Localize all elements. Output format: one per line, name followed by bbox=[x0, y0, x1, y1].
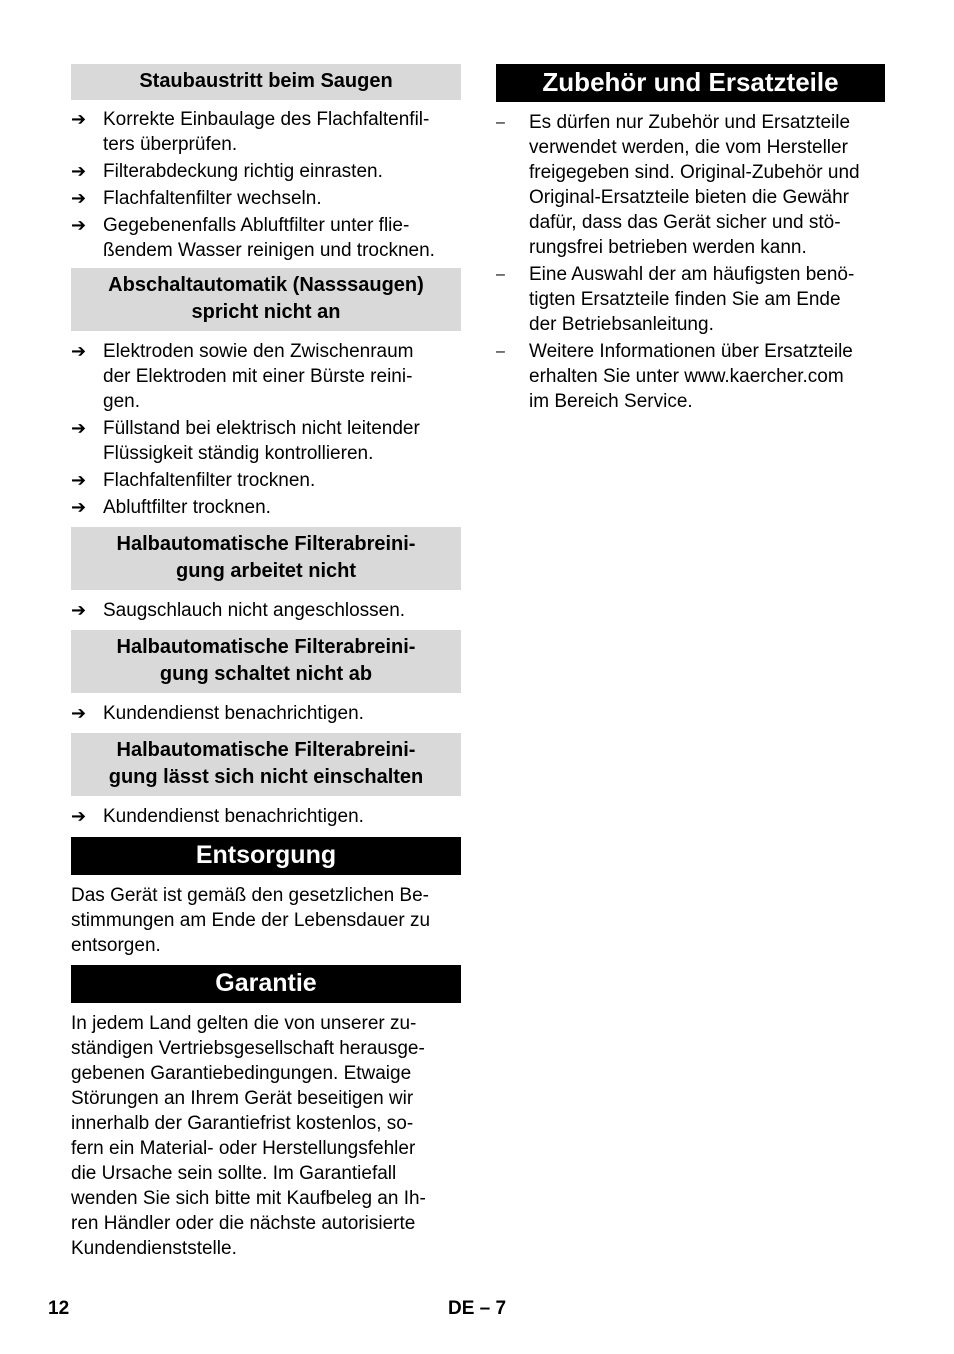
list-item: ➔ Flachfaltenfilter trocknen. bbox=[71, 470, 316, 491]
dash-icon: – bbox=[496, 266, 505, 283]
arrow-icon: ➔ bbox=[71, 497, 87, 517]
list-abschaltautomatik bbox=[71, 339, 461, 520]
heading-zubehoer-ersatzteile: Zubehör und Ersatzteile bbox=[496, 64, 885, 102]
list-item: – Weitere Informationen über Ersatzteile erhalten Sie unter www.kaercher.com im Bereich Service. bbox=[496, 341, 853, 412]
arrow-icon: ➔ bbox=[71, 109, 87, 129]
right-column bbox=[496, 64, 885, 416]
list-staubaustritt bbox=[71, 107, 461, 263]
heading-staubaustritt: Staubaustritt beim Saugen bbox=[71, 64, 461, 100]
section-page-number: DE – 7 bbox=[448, 1298, 507, 1319]
arrow-icon: ➔ bbox=[71, 470, 87, 490]
arrow-icon: ➔ bbox=[71, 215, 87, 235]
heading-abschaltautomatik: Abschaltautomatik (Nasssaugen) spricht nicht an bbox=[71, 268, 461, 331]
list-item: ➔ Kundendienst benachrichtigen. bbox=[71, 806, 364, 827]
list-zubehoer bbox=[496, 110, 885, 414]
arrow-icon: ➔ bbox=[71, 161, 87, 181]
list-item: ➔ Saugschlauch nicht angeschlossen. bbox=[71, 600, 406, 621]
heading-filterabreinigung-schaltet-nicht-ab: Halbautomatische Filterabreini- gung schaltet nicht ab bbox=[71, 630, 461, 693]
list-item: ➔ Abluftfilter trocknen. bbox=[71, 497, 271, 518]
list-item: ➔ Filterabdeckung richtig einrasten. bbox=[71, 161, 383, 182]
list-item: ➔ Gegebenenfalls Abluftfilter unter flie- ßendem Wasser reinigen und trocknen. bbox=[71, 215, 435, 261]
left-column bbox=[71, 64, 461, 1261]
arrow-icon: ➔ bbox=[71, 703, 87, 723]
list-filterabreinigung-arbeitet-nicht bbox=[71, 598, 461, 623]
paragraph-entsorgung: Das Gerät ist gemäß den gesetzlichen Be- stimmungen am Ende der Lebensdauer zu entsorgen. bbox=[71, 885, 431, 956]
arrow-icon: ➔ bbox=[71, 600, 87, 620]
page-number: 12 bbox=[48, 1298, 70, 1319]
arrow-icon: ➔ bbox=[71, 188, 87, 208]
list-item: ➔ Kundendienst benachrichtigen. bbox=[71, 703, 364, 724]
dash-icon: – bbox=[496, 114, 505, 131]
list-filterabreinigung-schaltet-nicht-ab bbox=[71, 701, 461, 726]
dash-icon: – bbox=[496, 343, 505, 360]
list-filterabreinigung-einschalten bbox=[71, 804, 461, 829]
list-item: ➔ Elektroden sowie den Zwischenraum der Elektroden mit einer Bürste reini- gen. bbox=[71, 341, 414, 412]
paragraph-garantie: In jedem Land gelten die von unserer zu- ständigen Vertriebsgesellschaft herausge- gebenen Garantiebedingungen. Etwaige Störungen an Ihrem Gerät beseitigen wir innerhalb der Garantiefrist kostenlos, so- fern ein Material- oder Herstellungsfehler die Ursache sein sollte. Im Garantiefall wenden Sie sich bitte mit Kaufbeleg an Ih- ren Händler oder die nächste autorisierte Kundendienststelle. bbox=[71, 1013, 426, 1259]
heading-entsorgung: Entsorgung bbox=[71, 837, 461, 875]
list-item: ➔ Korrekte Einbaulage des Flachfaltenfil- ters überprüfen. bbox=[71, 109, 430, 155]
heading-filterabreinigung-arbeitet-nicht: Halbautomatische Filterabreini- gung arbeitet nicht bbox=[71, 527, 461, 590]
heading-filterabreinigung-einschalten: Halbautomatische Filterabreini- gung lässt sich nicht einschalten bbox=[71, 733, 461, 796]
list-item: ➔ Füllstand bei elektrisch nicht leitender Flüssigkeit ständig kontrollieren. bbox=[71, 418, 420, 464]
list-item: – Eine Auswahl der am häufigsten benö- tigten Ersatzteile finden Sie am Ende der Betriebsanleitung. bbox=[496, 264, 855, 335]
arrow-icon: ➔ bbox=[71, 341, 87, 361]
list-item: ➔ Flachfaltenfilter wechseln. bbox=[71, 188, 322, 209]
arrow-icon: ➔ bbox=[71, 806, 87, 826]
heading-garantie: Garantie bbox=[71, 965, 461, 1003]
list-item: – Es dürfen nur Zubehör und Ersatzteile verwendet werden, die vom Hersteller freigegeben sind. Original-Zubehör und Original-Ersatzteile bieten die Gewähr dafür, dass das Gerät sicher und stö- rungsfrei betrieben werden kann. bbox=[496, 112, 860, 258]
arrow-icon: ➔ bbox=[71, 418, 87, 438]
